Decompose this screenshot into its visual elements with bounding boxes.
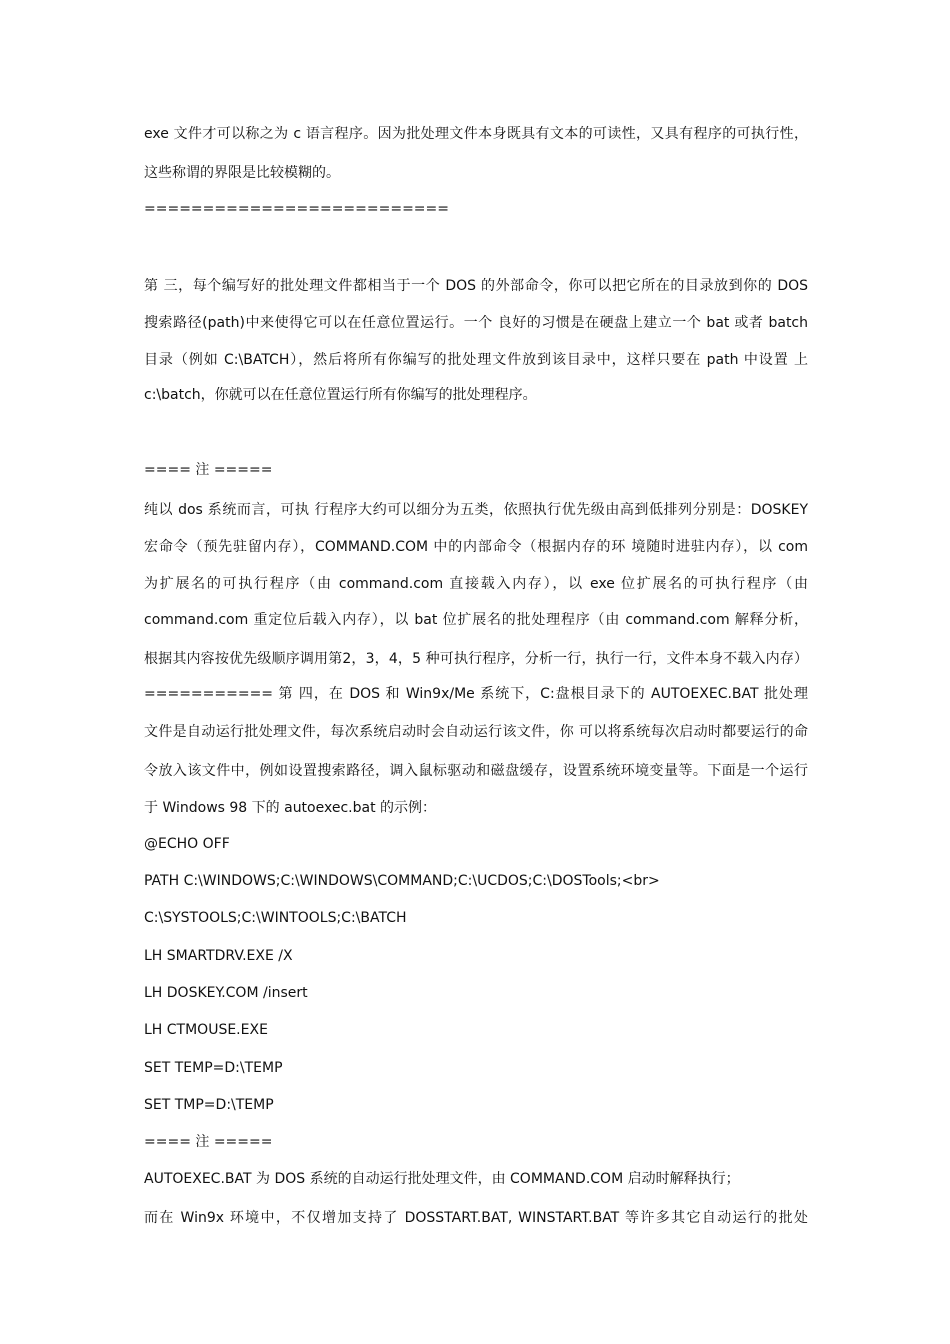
text-line: 而在 Win9x 环境中，不仅增加支持了 DOSSTART.BAT, WINSTART.BAT 等许多其它自动运行的批处 <box>144 1210 808 1226</box>
code-line: SET TMP=D:\TEMP <box>144 1097 274 1113</box>
text-line: 纯以 dos 系统而言，可执 行程序大约可以细分为五类，依照执行优先级由高到低排列分别是：DOSKEY <box>144 502 808 518</box>
text-line: 根据其内容按优先级顺序调用第2，3，4，5 种可执行程序，分析一行，执行一行，文件本身不载入内存） <box>144 651 808 667</box>
text-line: c:\batch，你就可以在任意位置运行所有你编写的批处理程序。 <box>144 387 537 403</box>
text-line: 文件是自动运行批处理文件，每次系统启动时会自动运行该文件，你 可以将系统每次启动时都要运行的命 <box>144 724 808 740</box>
text-line: exe 文件才可以称之为 c 语言程序。因为批处理文件本身既具有文本的可读性，又具有程序的可执行性， <box>144 126 808 142</box>
code-line: LH SMARTDRV.EXE /X <box>144 948 293 964</box>
text-line: AUTOEXEC.BAT 为 DOS 系统的自动运行批处理文件，由 COMMAND.COM 启动时解释执行； <box>144 1171 740 1187</box>
text-line: 令放入该文件中，例如设置搜索路径，调入鼠标驱动和磁盘缓存，设置系统环境变量等。下面是一个运行 <box>144 763 808 779</box>
text-line: 为扩展名的可执行程序（由 command.com 直接载入内存），以 exe 位扩展名的可执行程序（由 <box>144 576 808 592</box>
code-line: @ECHO OFF <box>144 836 230 852</box>
text-line: 这些称谓的界限是比较模糊的。 <box>144 165 340 181</box>
text-line: command.com 重定位后载入内存），以 bat 位扩展名的批处理程序（由 command.com 解释分析， <box>144 612 808 628</box>
code-line: SET TEMP=D:\TEMP <box>144 1060 283 1076</box>
text-line: 宏命令（预先驻留内存），COMMAND.COM 中的内部命令（根据内存的环 境随时进驻内存），以 com <box>144 539 808 555</box>
text-line: 搜索路径(path)中来使得它可以在任意位置运行。一个 良好的习惯是在硬盘上建立一个 bat 或者 batch <box>144 315 808 331</box>
code-line: PATH C:\WINDOWS;C:\WINDOWS\COMMAND;C:\UCDOS;C:\DOSTools;<br> <box>144 873 660 889</box>
code-line: LH CTMOUSE.EXE <box>144 1022 268 1038</box>
text-line: 于 Windows 98 下的 autoexec.bat 的示例： <box>144 800 437 816</box>
text-line: 目录（例如 C:\BATCH），然后将所有你编写的批处理文件放到该目录中，这样只要在 path 中设置 上 <box>144 352 808 368</box>
note-heading: ==== 注 ===== <box>144 1134 273 1150</box>
code-line: C:\SYSTOOLS;C:\WINTOOLS;C:\BATCH <box>144 910 407 926</box>
text-line: 第 三，每个编写好的批处理文件都相当于一个 DOS 的外部命令，你可以把它所在的目录放到你的 DOS <box>144 278 808 294</box>
text-line: =========== 第 四，在 DOS 和 Win9x/Me 系统下，C:盘根目录下的 AUTOEXEC.BAT 批处理 <box>144 686 808 702</box>
separator-line: ========================== <box>144 201 449 217</box>
note-heading: ==== 注 ===== <box>144 462 273 478</box>
code-line: LH DOSKEY.COM /insert <box>144 985 308 1001</box>
